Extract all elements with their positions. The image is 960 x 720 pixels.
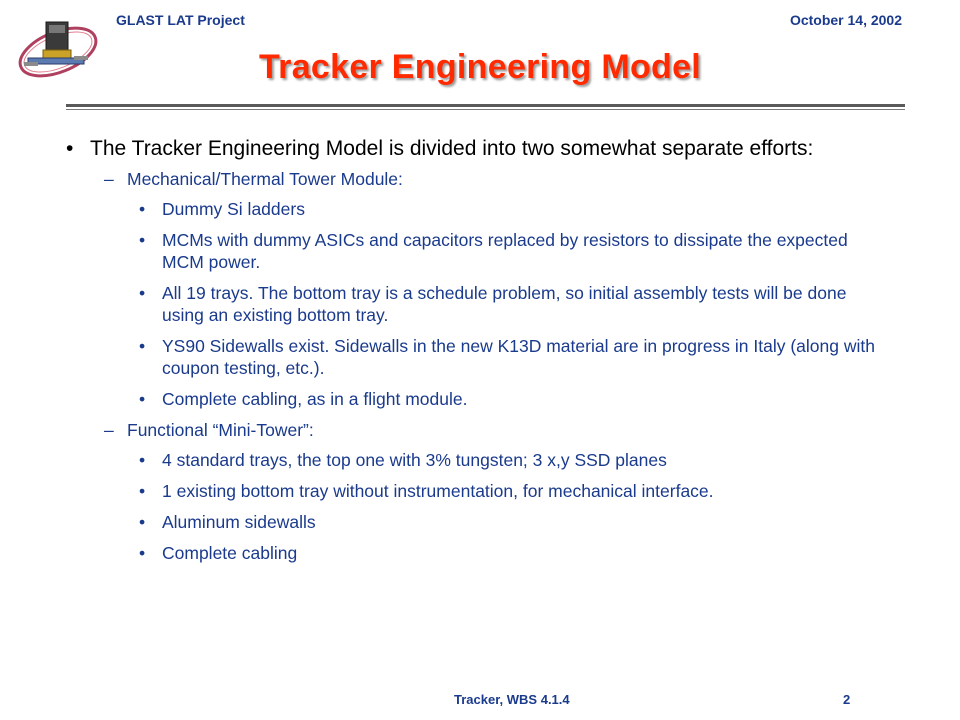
list-item-text: 1 existing bottom tray without instrumentation, for mechanical interface. [162,481,714,501]
list-item-text: MCMs with dummy ASICs and capacitors replaced by resistors to dissipate the expected MCM power. [162,230,848,272]
list-item [66,511,886,533]
dash-bullet: – [104,169,114,189]
dash-bullet: – [104,420,114,440]
slide-title: Tracker Engineering Model [258,48,702,86]
section-heading-text: Mechanical/Thermal Tower Module: [127,169,403,189]
bullet-l3: • [139,389,146,409]
section-heading [66,168,886,190]
list-item [66,229,886,273]
list-item [66,388,886,410]
footer-wbs: Tracker, WBS 4.1.4 [454,692,570,707]
list-item [66,335,886,379]
list-item [66,198,886,220]
section-heading [66,419,886,441]
list-item [66,282,886,326]
slide-body [66,136,886,573]
bullet-l3: • [139,481,146,501]
header-date: October 14, 2002 [789,12,902,28]
bullet-l3: • [139,450,146,470]
bullet-l1: • [66,137,74,160]
list-item-text: Dummy Si ladders [162,199,305,219]
list-item-text: YS90 Sidewalls exist. Sidewalls in the new K13D material are in progress in Italy (along with coupon testing, etc.). [162,336,875,378]
intro-bullet [66,136,886,162]
list-item [66,542,886,564]
intro-text: The Tracker Engineering Model is divided into two somewhat separate efforts: [90,137,814,160]
section-heading-text: Functional “Mini-Tower”: [127,420,314,440]
bullet-l3: • [139,336,146,356]
list-item-text: All 19 trays. The bottom tray is a schedule problem, so initial assembly tests will be done using an existing bottom tray. [162,283,847,325]
list-item-text: Complete cabling, as in a flight module. [162,389,468,409]
title-rule-thin [66,109,905,110]
page-number: 2 [843,692,851,707]
bullet-l3: • [139,512,146,532]
list-item-text: Complete cabling [162,543,298,563]
bullet-l3: • [139,199,146,219]
list-item-text: 4 standard trays, the top one with 3% tungsten; 3 x,y SSD planes [162,450,667,470]
bullet-l3: • [139,230,146,250]
header-project: GLAST LAT Project [116,12,245,28]
list-item [66,449,886,471]
bullet-l3: • [139,283,146,303]
list-item-text: Aluminum sidewalls [162,512,316,532]
bullet-l3: • [139,543,146,563]
title-rule [66,104,905,107]
list-item [66,480,886,502]
